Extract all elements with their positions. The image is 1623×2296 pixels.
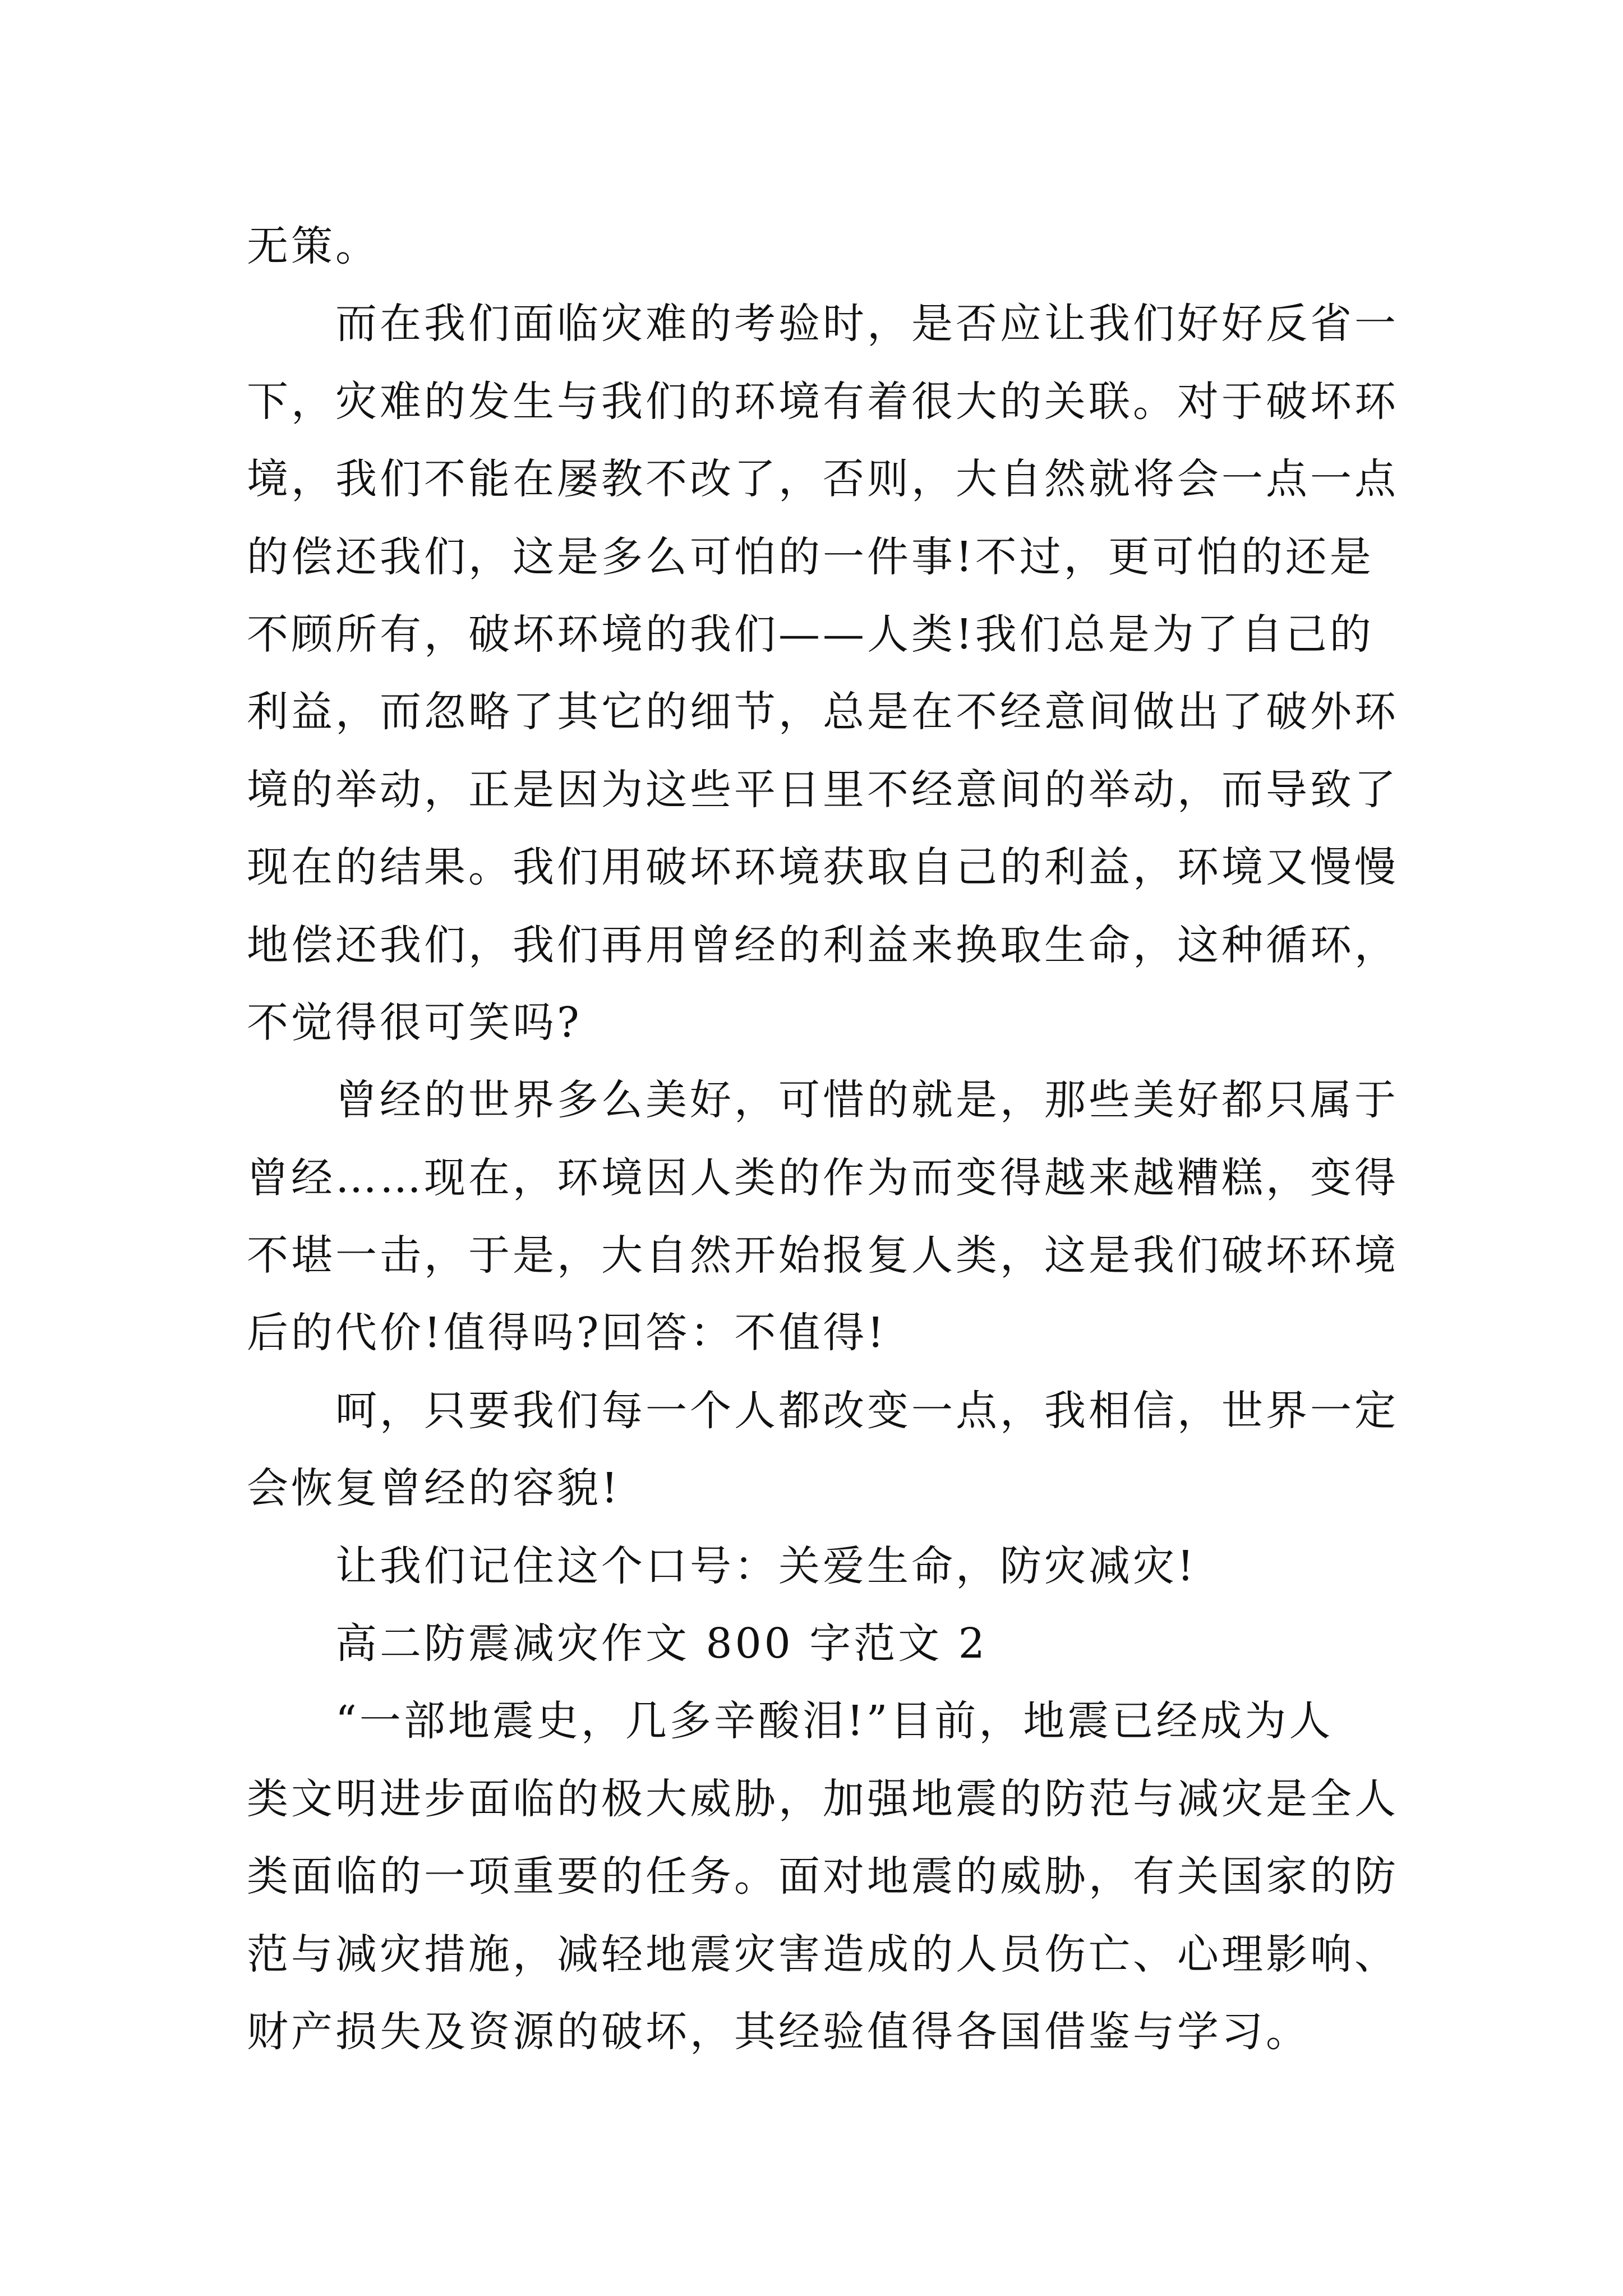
text-line: 的偿还我们，这是多么可怕的一件事!不过，更可怕的还是 — [247, 532, 1374, 581]
text-line: 曾经……现在，环境因人类的作为而变得越来越糟糕，变得 — [247, 1153, 1399, 1202]
paragraph-first-line: “一部地震史，几多辛酸泪!”目前，地震已经成为人 — [335, 1697, 1334, 1746]
text-line: 下，灾难的发生与我们的环境有着很大的关联。对于破坏环 — [247, 377, 1399, 426]
paragraph-first-line: 曾经的世界多么美好，可惜的就是，那些美好都只属于 — [335, 1076, 1399, 1125]
paragraph-first-line: 呵，只要我们每一个人都改变一点，我相信，世界一定 — [335, 1386, 1399, 1435]
text-line: 财产损失及资源的破坏，其经验值得各国借鉴与学习。 — [247, 2007, 1310, 2056]
text-line: 类面临的一项重要的任务。面对地震的威胁，有关国家的防 — [247, 1852, 1399, 1901]
text-line: 地偿还我们，我们再用曾经的利益来换取生命，这种循环， — [247, 921, 1399, 969]
body-text — [247, 208, 1424, 2070]
text-line: 现在的结果。我们用破坏环境获取自己的利益，环境又慢慢 — [247, 843, 1399, 892]
paragraph-first-line: 而在我们面临灾难的考验时，是否应让我们好好反省一 — [335, 300, 1399, 348]
text-line: 利益，而忽略了其它的细节，总是在不经意间做出了破外环 — [247, 688, 1399, 737]
text-line: 不顾所有，破坏环境的我们——人类!我们总是为了自己的 — [247, 610, 1374, 659]
slogan-line: 让我们记住这个口号：关爱生命，防灾减灾! — [335, 1542, 1197, 1590]
text-line: 境，我们不能在屡教不改了，否则，大自然就将会一点一点 — [247, 455, 1399, 504]
text-line: 无策。 — [247, 222, 380, 270]
section-heading: 高二防震减灾作文 800 字范文 2 — [335, 1619, 988, 1668]
text-line: 后的代价!值得吗?回答：不值得! — [247, 1309, 887, 1358]
text-line: 会恢复曾经的容貌! — [247, 1464, 621, 1513]
text-line: 不觉得很可笑吗? — [247, 998, 582, 1047]
text-line: 类文明进步面临的极大威胁，加强地震的防范与减灾是全人 — [247, 1774, 1399, 1823]
text-line: 不堪一击，于是，大自然开始报复人类，这是我们破坏环境 — [247, 1231, 1399, 1280]
text-line: 境的举动，正是因为这些平日里不经意间的举动，而导致了 — [247, 765, 1399, 814]
text-line: 范与减灾措施，减轻地震灾害造成的人员伤亡、心理影响、 — [247, 1930, 1399, 1978]
